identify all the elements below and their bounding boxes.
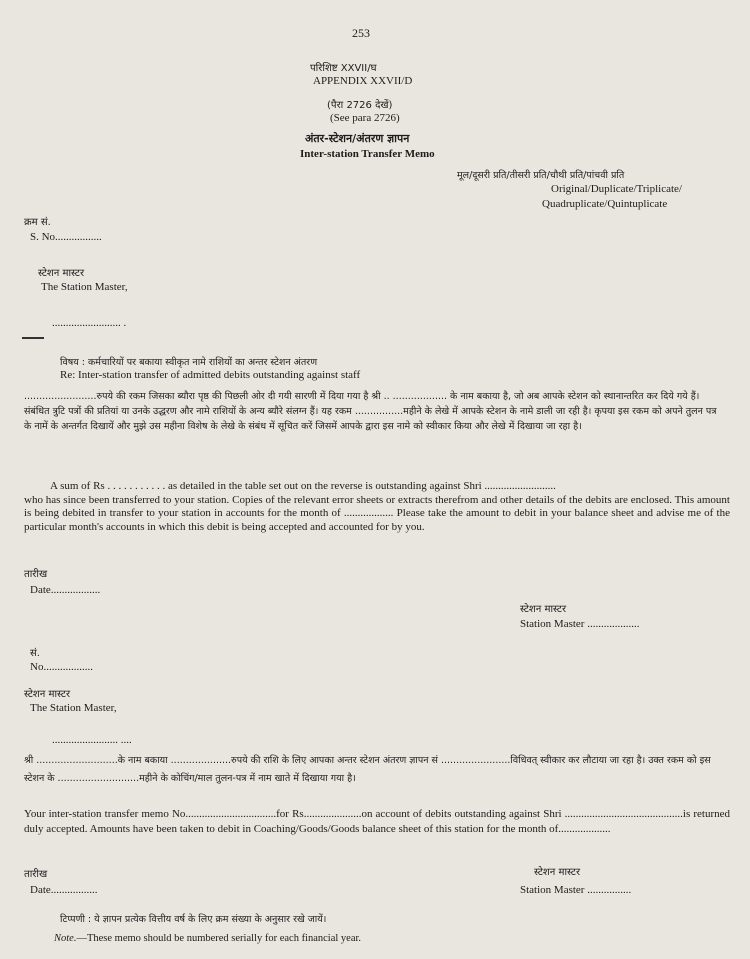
station-master-signature: Station Master ................... bbox=[520, 618, 640, 630]
title-hindi: अंतर-स्टेशन/अंतरण ज्ञापन bbox=[305, 132, 410, 145]
english-paragraph-2: Your inter-station transfer memo No.................................for Rs.....................on account of debits outstanding against Shri ...........................................is returned duly accepted. Amounts have been taken to debit in Coaching/Goods/Goods balance sheet of this station for the month of................... bbox=[24, 808, 730, 835]
date-field: Date.................. bbox=[30, 584, 101, 596]
no-field: No.................. bbox=[30, 661, 93, 673]
copies-hindi: मूल/दूसरी प्रति/तीसरी प्रति/चौथी प्रति/पांचवी प्रति bbox=[457, 170, 625, 181]
subject-hindi: विषय : कर्मचारियों पर बकाया स्वीकृत नामे राशियों का अन्तर स्टेशन अंतरण bbox=[60, 357, 318, 368]
date-hindi: तारीख bbox=[24, 569, 48, 580]
sno-hindi: क्रम सं. bbox=[24, 217, 51, 228]
para-ref-hindi: (पैरा 2726 देखें) bbox=[327, 100, 393, 111]
copies-line2: Quadruplicate/Quintuplicate bbox=[542, 198, 668, 210]
note-text: —These memo should be numbered serially for each financial year. bbox=[76, 933, 362, 944]
note-hindi: टिप्पणी : ये ज्ञापन प्रत्येक वित्तीय वर्ष के लिए क्रम संख्या के अनुसार रखे जायें। bbox=[60, 914, 327, 925]
hindi-paragraph-2: श्री ...........................के नाम बकाया ....................रुपये की राशि के लिए आपका अन्तर स्टेशन अंतरण ज्ञापन सं .......................विधिवत् स्वीकार कर लौटाया जा रहा है। उक्त रकम को इस स्टेशन के ...........................महीने के कोचिंग/माल तुलन-पत्र में नाम खाते में दिखाया गया है। bbox=[24, 755, 711, 784]
para-ref: (See para 2726) bbox=[330, 112, 400, 124]
station-blank: ......................... . bbox=[52, 317, 127, 329]
sno-field: S. No................. bbox=[30, 231, 102, 243]
copies-line1: Original/Duplicate/Triplicate/ bbox=[551, 183, 682, 195]
signer-hindi-2: स्टेशन मास्टर bbox=[534, 867, 581, 878]
signer-hindi: स्टेशन मास्टर bbox=[520, 604, 567, 615]
english-paragraph-1b: who has since been transferred to your station. Copies of the relevant error sheets or extracts therefrom and other details of the debits are enclosed. This amount is being debited in transfer to your station in accounts for the month of .................. Please take the amount to debit in your balance sheet and advise me of the particular month's accounts in which this debit is being accepted and accounted for by you. bbox=[24, 494, 730, 533]
no-hindi: सं. bbox=[30, 648, 40, 659]
station-master-signature-2: Station Master ................ bbox=[520, 884, 632, 896]
station-master-hindi: स्टेशन मास्टर bbox=[38, 268, 85, 279]
station-master-hindi-2: स्टेशन मास्टर bbox=[24, 689, 71, 700]
appendix-label: APPENDIX XXVII/D bbox=[313, 75, 413, 87]
appendix-hindi: परिशिष्ट XXVII/घ bbox=[310, 63, 377, 74]
margin-mark bbox=[22, 337, 44, 339]
hindi-paragraph-1: ........................रुपये की रकम जिसका ब्यौरा पृष्ठ की पिछली ओर दी गयी सारणी में दिया गया है श्री .. .................. के नाम बकाया है, जो अब आपके स्टेशन को स्थानान्तरित कर दिये गये हैं। संबंधित त्रुटि पत्रों की प्रतियां या उनके उद्धरण और नामे राशियों के अन्य ब्यौरे संलग्न हैं। यह रकम ................महीने के लेखे में आपके स्टेशन के नामे डाली जा रही है। कृपया इस रकम को अपने तुलन पत्र के नामें के अन्तर्गत दिखायें और मुझे उस महीना विशेष के लेखे के संबंध में सूचित करें जिसमें आपके द्वारा इस नामे को स्वीकार किया और लेखे में दिखाया जा रहा है। bbox=[24, 391, 717, 433]
date-field-2: Date................. bbox=[30, 884, 98, 896]
date-hindi-2: तारीख bbox=[24, 869, 48, 880]
subject-line: Re: Inter-station transfer of admitted debits outstanding against staff bbox=[60, 369, 361, 381]
station-blank-2: ........................ .... bbox=[52, 734, 132, 746]
memo-title: Inter-station Transfer Memo bbox=[300, 148, 435, 160]
station-master-address-2: The Station Master, bbox=[30, 702, 117, 714]
english-paragraph-1a: A sum of Rs . . . . . . . . . . . as detailed in the table set out on the reverse is outstanding against Shri .......................... bbox=[50, 480, 556, 492]
page-number: 253 bbox=[352, 26, 370, 40]
note-label: Note. bbox=[54, 933, 77, 944]
station-master-address: The Station Master, bbox=[41, 281, 128, 293]
note-line bbox=[54, 933, 361, 944]
